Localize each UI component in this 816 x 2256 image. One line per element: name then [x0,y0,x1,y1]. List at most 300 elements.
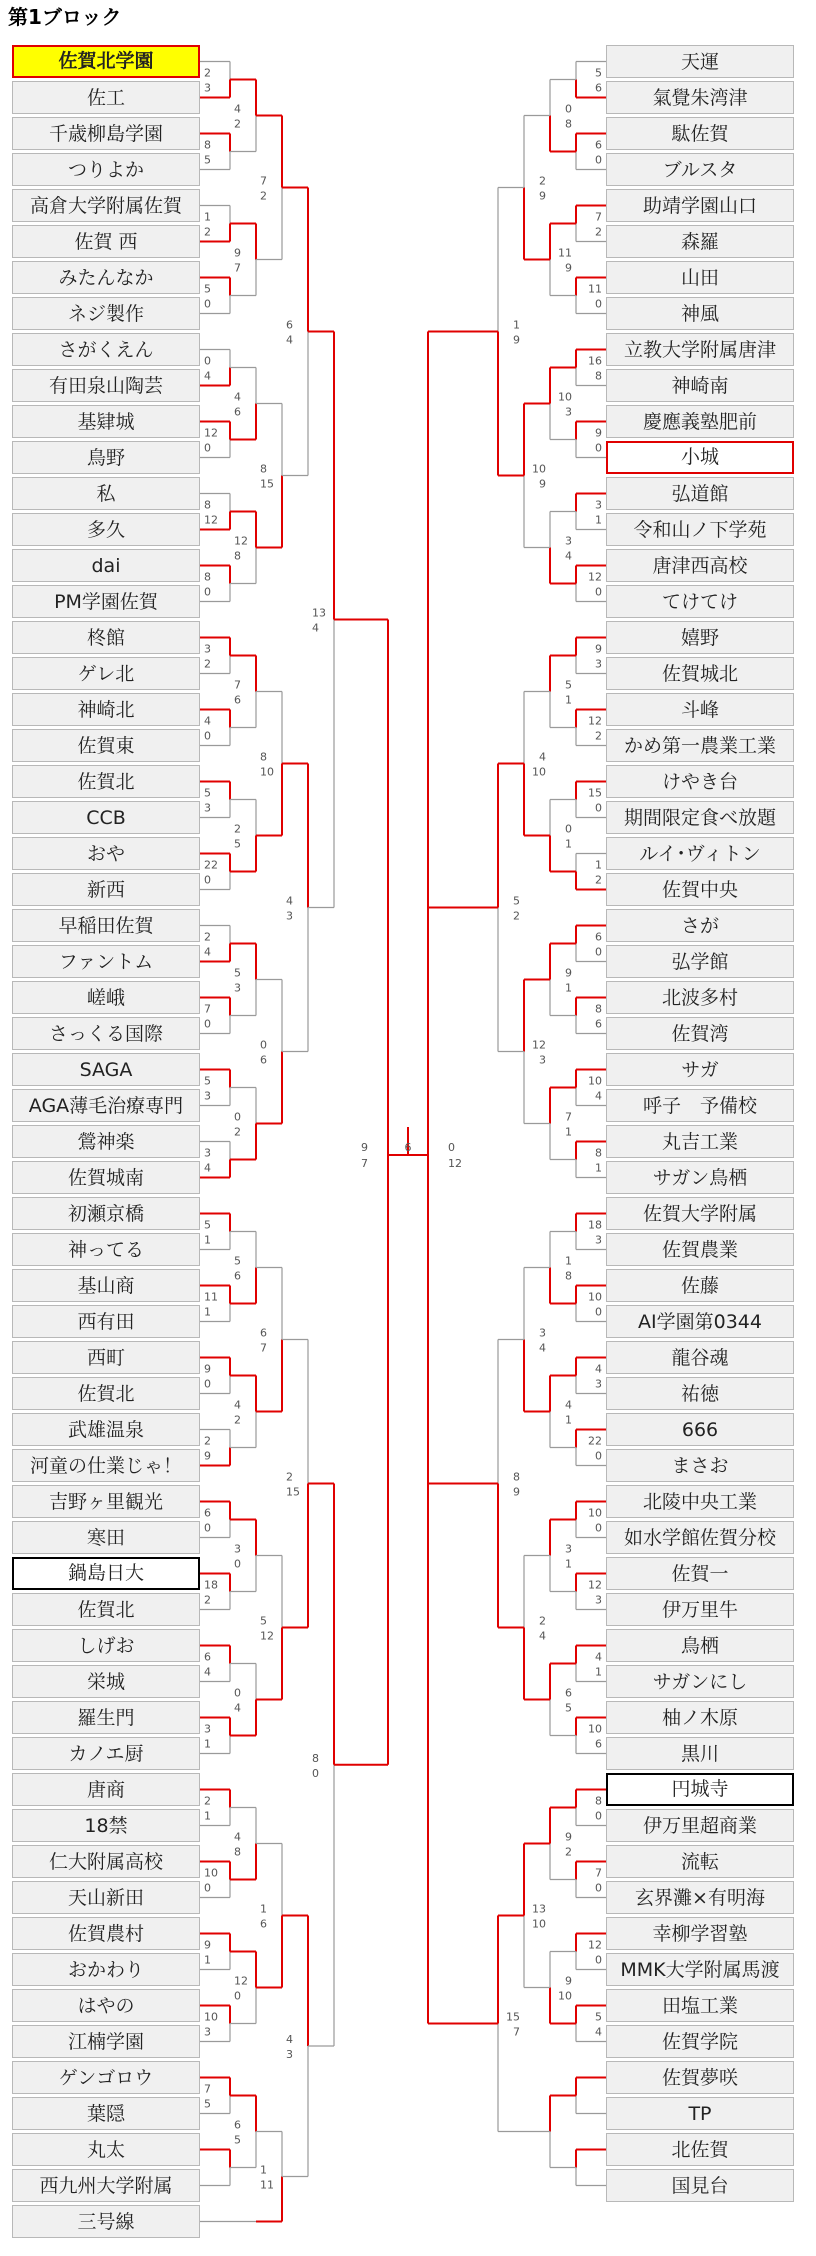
score-label: 2 [260,189,267,203]
left-team-entry: 神ってる [12,1233,200,1266]
score-label: 0 [234,1686,241,1700]
score-label: 9 [565,966,572,980]
score-label: 5 [234,966,241,980]
score-label: 10 [204,1866,218,1880]
score-label: 4 [234,1701,241,1715]
score-label: 8 [595,1794,602,1808]
score-label: 8 [595,1002,602,1016]
right-team-entry: 佐賀学院 [606,2025,794,2058]
score-label: 8 [513,1470,520,1484]
score-label: 10 [588,1290,602,1304]
left-team-entry: 佐賀城南 [12,1161,200,1194]
score-label: 0 [595,801,602,815]
score-label: 5 [234,837,241,851]
score-label: 22 [204,858,218,872]
score-label: 7 [234,678,241,692]
score-label: 1 [565,837,572,851]
score-label: 0 [595,1953,602,1967]
left-team-entry: ファントム [12,945,200,978]
score-label: 4 [234,102,241,116]
left-team-entry: はやの [12,1989,200,2022]
score-label: 1 [513,318,520,332]
score-label: 8 [204,138,211,152]
score-label: 0 [204,297,211,311]
score-label: 10 [588,1722,602,1736]
right-team-entry: AI学園第0344 [606,1305,794,1338]
score-label: 2 [513,909,520,923]
score-label: 7 [595,210,602,224]
score-label: 8 [234,1845,241,1859]
left-team-entry: みたんなか [12,261,200,294]
right-team-entry: 呼子 予備校 [606,1089,794,1122]
left-team-entry: 早稲田佐賀 [12,909,200,942]
left-team-entry: おや [12,837,200,870]
left-team-entry: 武雄温泉 [12,1413,200,1446]
right-team-entry: サガンにし [606,1665,794,1698]
right-team-entry: 円城寺 [606,1773,794,1806]
right-team-entry: 佐賀城北 [606,657,794,690]
score-label: 4 [312,621,319,635]
score-label: 1 [204,1305,211,1319]
left-team-entry: 羅生門 [12,1701,200,1734]
score-label: 9 [513,333,520,347]
score-label: 0 [234,1110,241,1124]
score-label: 1 [595,513,602,527]
score-label: 12 [588,1578,602,1592]
score-label: 4 [595,2025,602,2039]
score-label: 5 [204,2097,211,2111]
left-team-entry: しげお [12,1629,200,1662]
score-label: 15 [588,786,602,800]
score-label: 4 [286,2033,293,2046]
left-team-entry: 西九州大学附属 [12,2169,200,2202]
score-label: 3 [286,909,293,923]
left-team-entry: PM学園佐賀 [12,585,200,618]
right-team-entry: 嬉野 [606,621,794,654]
score-label: 9 [595,642,602,656]
score-label: 7 [361,1157,368,1170]
right-team-entry: 唐津西高校 [606,549,794,582]
score-label: 3 [565,534,572,548]
score-label: 3 [539,1326,546,1340]
score-label: 5 [565,678,572,692]
block-title: 第1ブロック [8,5,122,29]
score-label: 10 [558,390,572,404]
right-team-entry: 駄佐賀 [606,117,794,150]
score-label: 2 [234,1125,241,1139]
score-label: 3 [595,1233,602,1247]
left-team-entry: 栄城 [12,1665,200,1698]
score-label: 6 [595,930,602,944]
score-label: 3 [595,657,602,671]
score-label: 8 [565,1269,572,1283]
score-label: 2 [539,174,546,188]
score-label: 6 [404,1141,412,1154]
score-label: 8 [565,117,572,131]
right-team-entry: 祐徳 [606,1377,794,1410]
right-team-entry: 如水学館佐賀分校 [606,1521,794,1554]
left-team-entry: 基山商 [12,1269,200,1302]
score-label: 10 [532,1917,546,1931]
right-team-entry: 柚ノ木原 [606,1701,794,1734]
right-team-entry: 北佐賀 [606,2133,794,2166]
score-label: 0 [595,1809,602,1823]
score-label: 11 [260,2178,274,2192]
score-label: 0 [204,873,211,887]
score-label: 9 [565,1974,572,1988]
left-team-entry: 葉隠 [12,2097,200,2130]
score-label: 2 [286,1470,293,1484]
score-label: 0 [204,1881,211,1895]
left-team-entry: 三号線 [12,2205,200,2238]
score-label: 0 [595,1449,602,1463]
score-label: 8 [595,369,602,383]
score-label: 0 [204,1017,211,1031]
score-label: 0 [448,1141,455,1154]
score-label: 6 [595,1737,602,1751]
score-label: 0 [565,822,572,836]
score-label: 10 [588,1074,602,1088]
score-label: 5 [204,1074,211,1088]
score-label: 0 [595,945,602,959]
score-label: 3 [204,801,211,815]
score-label: 2 [204,225,211,239]
left-team-entry: 佐工 [12,81,200,114]
right-team-entry: 龍谷魂 [606,1341,794,1374]
score-label: 7 [260,1341,267,1355]
score-label: 3 [234,1542,241,1556]
score-label: 1 [595,858,602,872]
score-label: 4 [539,1629,546,1643]
right-team-entry: サガン鳥栖 [606,1161,794,1194]
left-team-entry: 丸太 [12,2133,200,2166]
score-label: 18 [204,1578,218,1592]
left-team-entry: 多久 [12,513,200,546]
score-label: 4 [234,390,241,404]
right-team-entry: 小城 [606,441,794,474]
left-team-entry: SAGA [12,1053,200,1086]
score-label: 6 [260,1326,267,1340]
right-team-entry: 伊万里超商業 [606,1809,794,1842]
left-team-entry: 鍋島日大 [12,1557,200,1590]
score-label: 11 [588,282,602,296]
score-label: 5 [565,1701,572,1715]
score-label: 9 [565,261,572,275]
right-team-entry: ブルスタ [606,153,794,186]
score-label: 8 [260,750,267,764]
score-label: 4 [204,945,211,959]
right-team-entry: 佐賀中央 [606,873,794,906]
score-label: 10 [532,765,546,779]
score-label: 1 [565,981,572,995]
score-label: 8 [204,570,211,584]
score-label: 11 [204,1290,218,1304]
score-label: 12 [234,534,248,548]
right-team-entry: 伊万里牛 [606,1593,794,1626]
score-label: 0 [234,1989,241,2003]
score-label: 12 [260,1629,274,1643]
score-label: 3 [204,1722,211,1736]
left-team-entry: 仁大附属高校 [12,1845,200,1878]
score-label: 6 [234,2118,241,2132]
score-label: 8 [260,462,267,476]
score-label: 12 [234,1974,248,1988]
score-label: 0 [595,1881,602,1895]
right-team-entry: 幸柳学習塾 [606,1917,794,1950]
right-team-entry: 助靖学園山口 [606,189,794,222]
score-label: 0 [595,153,602,167]
score-label: 1 [595,1161,602,1175]
left-team-entry: CCB [12,801,200,834]
left-team-entry: 佐賀北 [12,765,200,798]
score-label: 2 [204,1794,211,1808]
right-team-entry: 鳥栖 [606,1629,794,1662]
score-label: 4 [286,333,293,347]
left-team-entry: 吉野ヶ里観光 [12,1485,200,1518]
right-team-entry: 丸吉工業 [606,1125,794,1158]
left-team-entry: 河童の仕業じゃ！ [12,1449,200,1482]
score-label: 3 [539,1053,546,1067]
score-label: 4 [595,1650,602,1664]
score-label: 2 [595,873,602,887]
left-team-entry: 佐賀北 [12,1593,200,1626]
score-label: 6 [204,1506,211,1520]
score-label: 12 [532,1038,546,1052]
score-label: 1 [565,693,572,707]
score-label: 13 [532,1902,546,1916]
score-label: 9 [595,426,602,440]
score-label: 1 [565,1254,572,1268]
score-label: 3 [565,1542,572,1556]
score-label: 12 [204,513,218,527]
score-label: 6 [234,405,241,419]
score-label: 4 [204,369,211,383]
score-label: 0 [595,297,602,311]
score-label: 5 [595,66,602,80]
score-label: 2 [204,1434,211,1448]
score-label: 4 [204,1665,211,1679]
left-team-entry: 西町 [12,1341,200,1374]
score-label: 2 [204,66,211,80]
left-team-entry: 新西 [12,873,200,906]
score-label: 0 [204,1521,211,1535]
score-label: 1 [565,1557,572,1571]
score-label: 12 [588,570,602,584]
score-label: 7 [234,261,241,275]
score-label: 1 [260,2163,267,2177]
right-team-entry: MMK大学附属馬渡 [606,1953,794,1986]
score-label: 1 [204,1737,211,1751]
score-label: 22 [588,1434,602,1448]
left-team-entry: ゲンゴロウ [12,2061,200,2094]
score-label: 11 [558,246,572,260]
right-team-entry: 斗峰 [606,693,794,726]
score-label: 2 [204,1593,211,1607]
score-label: 5 [204,282,211,296]
score-label: 1 [565,1413,572,1427]
right-team-entry: 北陵中央工業 [606,1485,794,1518]
left-team-entry: 江楠学園 [12,2025,200,2058]
score-label: 0 [595,1305,602,1319]
score-label: 3 [204,1089,211,1103]
right-team-entry: さが [606,909,794,942]
score-label: 2 [595,729,602,743]
score-label: 5 [204,786,211,800]
left-team-entry: 初瀬京橋 [12,1197,200,1230]
left-team-entry: 嵯峨 [12,981,200,1014]
score-label: 0 [595,441,602,455]
score-label: 7 [204,1002,211,1016]
score-label: 3 [204,2025,211,2039]
score-label: 6 [595,81,602,95]
right-team-entry: TP [606,2097,794,2130]
score-label: 2 [204,657,211,671]
score-label: 1 [204,1809,211,1823]
score-label: 3 [565,405,572,419]
score-label: 6 [595,1017,602,1031]
left-team-entry: 千歳柳島学園 [12,117,200,150]
score-label: 9 [361,1141,368,1154]
score-label: 3 [595,498,602,512]
score-label: 0 [595,1521,602,1535]
left-team-entry: 有田泉山陶芸 [12,369,200,402]
left-team-entry: ゲレ北 [12,657,200,690]
score-label: 5 [204,1218,211,1232]
right-team-entry: かめ第一農業工業 [606,729,794,762]
right-team-entry: 山田 [606,261,794,294]
score-label: 4 [204,1161,211,1175]
score-label: 7 [204,2082,211,2096]
score-label: 2 [539,1614,546,1628]
score-label: 16 [588,354,602,368]
left-team-entry: 寒田 [12,1521,200,1554]
score-label: 5 [513,894,520,908]
score-label: 0 [234,1557,241,1571]
score-label: 1 [565,1125,572,1139]
score-label: 15 [260,477,274,491]
score-label: 6 [286,318,293,332]
score-label: 9 [234,246,241,260]
score-label: 4 [234,1830,241,1844]
score-label: 2 [234,1413,241,1427]
right-team-entry: まさお [606,1449,794,1482]
score-label: 9 [565,1830,572,1844]
right-team-entry: 佐藤 [606,1269,794,1302]
score-label: 3 [234,981,241,995]
left-team-entry: 佐賀北学園 [12,45,200,78]
score-label: 6 [260,1053,267,1067]
score-label: 2 [234,822,241,836]
score-label: 4 [565,549,572,563]
score-label: 0 [565,102,572,116]
score-label: 3 [595,1593,602,1607]
score-label: 8 [312,1751,319,1765]
score-label: 5 [234,2133,241,2147]
right-team-entry: 黒川 [606,1737,794,1770]
score-label: 13 [312,606,326,620]
right-team-entry: ルイ･ヴィトン [606,837,794,870]
score-label: 1 [260,1902,267,1916]
score-label: 1 [595,1665,602,1679]
score-label: 5 [234,1254,241,1268]
score-label: 6 [565,1686,572,1700]
right-team-entry: 佐賀一 [606,1557,794,1590]
right-team-entry: 佐賀大学附属 [606,1197,794,1230]
score-label: 4 [595,1362,602,1376]
score-label: 3 [204,1146,211,1160]
score-label: 10 [204,2010,218,2024]
score-label: 8 [204,498,211,512]
score-label: 9 [204,1362,211,1376]
score-label: 7 [513,2025,520,2039]
score-label: 0 [260,1038,267,1052]
score-label: 2 [234,117,241,131]
left-team-entry: ネジ製作 [12,297,200,330]
right-team-entry: 弘道館 [606,477,794,510]
score-label: 4 [286,894,293,908]
score-label: 6 [595,138,602,152]
right-team-entry: 田塩工業 [606,1989,794,2022]
right-team-entry: 慶應義塾肥前 [606,405,794,438]
left-team-entry: 基肄城 [12,405,200,438]
score-label: 8 [234,549,241,563]
left-team-entry: 佐賀 西 [12,225,200,258]
right-team-entry: てけてけ [606,585,794,618]
right-team-entry: 佐賀農業 [606,1233,794,1266]
score-label: 9 [539,189,546,203]
right-team-entry: 北波多村 [606,981,794,1014]
left-team-entry: 神崎北 [12,693,200,726]
left-team-entry: 佐賀東 [12,729,200,762]
score-label: 4 [539,750,546,764]
score-label: 10 [532,462,546,476]
score-label: 7 [595,1866,602,1880]
score-label: 0 [595,585,602,599]
right-team-entry: 流転 [606,1845,794,1878]
right-team-entry: 天運 [606,45,794,78]
score-label: 0 [204,585,211,599]
score-label: 4 [539,1341,546,1355]
score-label: 2 [204,930,211,944]
left-team-entry: さがくえん [12,333,200,366]
right-team-entry: 666 [606,1413,794,1446]
score-label: 1 [204,1953,211,1967]
score-label: 0 [204,354,211,368]
score-label: 1 [204,210,211,224]
left-team-entry: 鶯神楽 [12,1125,200,1158]
right-team-entry: 神崎南 [606,369,794,402]
score-label: 1 [204,1233,211,1247]
left-team-entry: カノエ厨 [12,1737,200,1770]
score-label: 15 [286,1485,300,1499]
score-label: 10 [558,1989,572,2003]
score-label: 2 [595,225,602,239]
score-label: 12 [588,714,602,728]
left-team-entry: さっくる国際 [12,1017,200,1050]
right-team-entry: 森羅 [606,225,794,258]
score-label: 0 [204,729,211,743]
right-team-entry: 佐賀湾 [606,1017,794,1050]
score-label: 7 [565,1110,572,1124]
score-label: 3 [595,1377,602,1391]
score-label: 5 [204,153,211,167]
left-team-entry: 西有田 [12,1305,200,1338]
score-label: 6 [204,1650,211,1664]
score-label: 7 [260,174,267,188]
score-label: 6 [234,693,241,707]
score-label: 4 [234,1398,241,1412]
score-label: 5 [260,1614,267,1628]
